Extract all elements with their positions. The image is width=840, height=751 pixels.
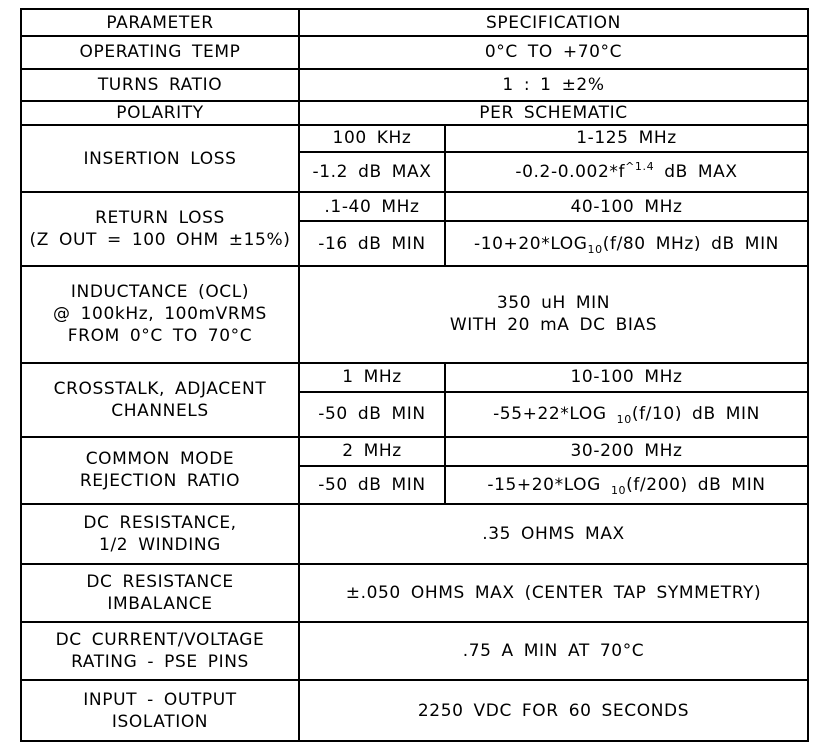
table-row [21,192,808,221]
inductance-value [299,266,808,363]
label-line: DC RESISTANCE [86,571,234,592]
spec-table [20,8,809,742]
label-line: RATING - PSE PINS [71,651,249,672]
table-row [21,101,808,125]
formula-text: -0.2-0.002*f [515,161,626,182]
inductance-label [21,266,299,363]
insertion-loss-label: INSERTION LOSS [21,125,299,192]
isolation-value: 2250 VDC FOR 60 SECONDS [299,680,808,741]
formula-exponent: ^1.4 [625,159,655,173]
label-line: INPUT - OUTPUT [83,689,237,710]
return-loss-freq-low: .1-40 MHz [299,192,445,221]
dc-imbalance-value: ±.050 OHMS MAX (CENTER TAP SYMMETRY) [299,564,808,622]
return-loss-value-low: -16 dB MIN [299,221,445,265]
formula-subscript: 10 [616,413,632,427]
label-line: FROM 0°C TO 70°C [67,326,253,347]
cmrr-value-low: -50 dB MIN [299,466,445,504]
polarity-label: POLARITY [21,101,299,125]
table-row [21,564,808,622]
label-line: ISOLATION [111,711,209,732]
turns-ratio-label: TURNS RATIO [21,69,299,101]
label-line: 1/2 WINDING [99,535,221,556]
dc-current-value: .75 A MIN AT 70°C [299,622,808,681]
crosstalk-value-low: -50 dB MIN [299,392,445,436]
dc-resistance-value: .35 OHMS MAX [299,504,808,564]
formula-text: -15+20*LOG [487,475,611,496]
table-row [21,125,808,151]
header-specification: SPECIFICATION [299,9,808,36]
dc-current-label [21,622,299,681]
formula-text: (f/200) dB MIN [626,475,766,496]
label-line: CROSSTALK, ADJACENT [53,378,267,399]
formula-text: (f/80 MHz) dB MIN [602,233,779,254]
label-line: DC RESISTANCE, [83,513,237,534]
operating-temp-value: 0°C TO +70°C [299,36,808,68]
label-line: COMMON MODE [85,449,235,470]
insertion-loss-freq-low: 100 KHz [299,125,445,151]
formula-text: (f/10) dB MIN [631,404,760,425]
label-line: IMBALANCE [107,593,213,614]
crosstalk-label [21,363,299,437]
label-line: INDUCTANCE (OCL) [70,282,250,303]
formula-text: dB MAX [654,161,738,182]
formula-text: -10+20*LOG [473,233,588,254]
table-row [21,622,808,681]
dc-imbalance-label [21,564,299,622]
cmrr-value-high [445,466,808,504]
label-line: (Z OUT = 100 OHM ±15%) [29,229,291,250]
insertion-loss-value-high [445,152,808,192]
insertion-loss-freq-high: 1-125 MHz [445,125,808,151]
label-line: REJECTION RATIO [79,471,241,492]
cmrr-freq-low: 2 MHz [299,437,445,466]
polarity-value: PER SCHEMATIC [299,101,808,125]
insertion-loss-value-low: -1.2 dB MAX [299,152,445,192]
label-line: RETURN LOSS [95,207,225,228]
formula-subscript: 10 [610,484,627,498]
value-line: 350 uH MIN [496,293,611,314]
cmrr-freq-high: 30-200 MHz [445,437,808,466]
table-row [21,69,808,101]
return-loss-value-high [445,221,808,265]
isolation-label [21,680,299,741]
turns-ratio-value: 1 : 1 ±2% [299,69,808,101]
crosstalk-freq-low: 1 MHz [299,363,445,392]
crosstalk-freq-high: 10-100 MHz [445,363,808,392]
dc-resistance-label [21,504,299,564]
value-line: WITH 20 mA DC BIAS [449,315,658,336]
table-row [21,36,808,68]
table-row [21,266,808,363]
table-row [21,437,808,466]
formula-subscript: 10 [587,242,603,256]
header-parameter: PARAMETER [21,9,299,36]
cmrr-label [21,437,299,505]
crosstalk-value-high [445,392,808,436]
table-row [21,680,808,741]
header-row [21,9,808,36]
operating-temp-label: OPERATING TEMP [21,36,299,68]
label-line: CHANNELS [111,400,209,421]
label-line: @ 100kHz, 100mVRMS [53,304,267,325]
table-row [21,504,808,564]
label-line: DC CURRENT/VOLTAGE [55,629,265,650]
formula-text: -55+22*LOG [493,404,617,425]
table-row [21,363,808,392]
return-loss-freq-high: 40-100 MHz [445,192,808,221]
return-loss-label [21,192,299,266]
